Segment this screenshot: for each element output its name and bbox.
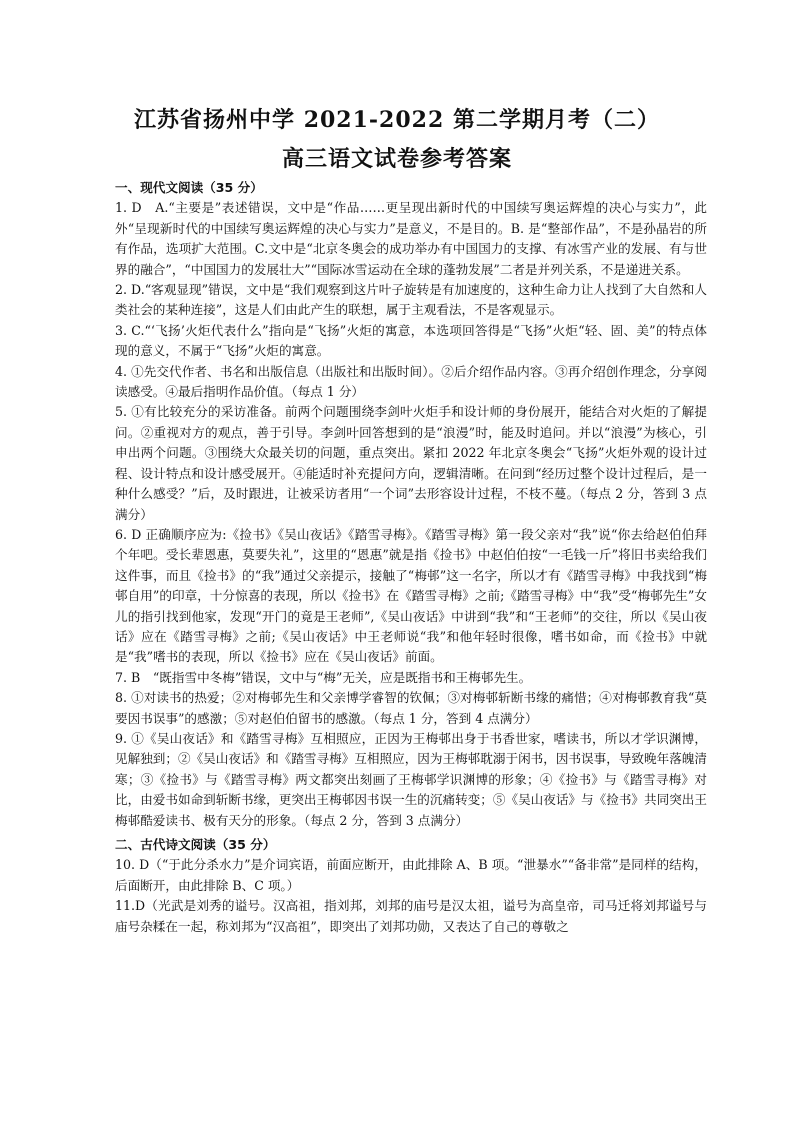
answer-item-6: 6. D 正确顺序应为:《捡书》《吴山夜话》《踏雪寻梅》。《踏雪寻梅》第一段父亲对“我”说“你去给赵伯伯拜个年吧。受长辈恩惠，莫要失礼”，这里的“恩惠”就是指《捡书》中赵伯伯按“一毛钱一斤”将旧书卖给我们这件事，而且《捡书》的“我”通过父亲提示，接触了“梅邨”这一名字，所以才有《踏雪寻梅》中我找到“梅邨自用”的印章，十分惊喜的表现，所以《捡书》在《踏雪寻梅》之前;《踏雪寻梅》中“我”受“梅邨先生”女儿的指引找到他家，发现“开门的竟是王老师”,《吴山夜话》中讲到“我”和“王老师”的交往，所以《吴山夜话》应在《踏雪寻梅》之前;《吴山夜话》中王老师说“我”和他年轻时很像，嗜书如命，而《捡书》中就是“我”嗜书的表现，所以《捡书》应在《吴山夜话》前面。 [115,526,707,665]
answer-item-5: 5. ①有比较充分的采访准备。前两个问题围绕李剑叶火炬手和设计师的身份展开，能结合对火炬的了解提问。②重视对方的观点，善于引导。李剑叶回答想到的是“浪漫”时，能及时追问。并以“浪漫”为核心，引申出两个问题。③围绕大众最关切的问题，重点突出。紧扣 2022 年北京冬奥会“飞扬”火炬外观的设计过程、设计特点和设计感受展开。④能适时补充提问方向，逻辑清晰。在问到“经历过整个设计过程后，是一种什么感受？”后，及时跟进，让被采访者用“一个词”去形容设计过程，不枝不蔓。（每点 2 分，答到 3 点满分） [115,404,707,522]
answer-content [115,178,707,937]
answer-item-4: 4. ①先交代作者、书名和出版信息（出版社和出版时间）。②后介绍作品内容。③再介绍创作理念，分享阅读感受。④最后指明作品价值。（每点 1 分） [115,363,707,400]
document-subtitle: 高三语文试卷参考答案 [281,146,512,172]
answer-item-11: 11.D（光武是刘秀的谥号。汉高祖，指刘邦，刘邦的庙号是汉太祖，谥号为高皇帝，司马迁将刘邦谥号与庙号杂糅在一起，称刘邦为“汉高祖”，即突出了刘邦功勋，又表达了自己的尊敬之 [115,898,707,934]
section-heading-modern-reading: 一、现代文阅读（35 分） [115,180,263,195]
answer-item-2: 2. D.“客观显现”错误，文中是“我们观察到这片叶子旋转是有加速度的，这种生命力让人找到了大自然和人类社会的某种连接”，这是人们由此产生的联想，属于主观看法，不是客观显示。 [115,282,707,318]
answer-item-3: 3. C.“‘飞扬’火炬代表什么”指向是“飞扬”火炬的寓意，本选项回答得是“飞扬”火炬“轻、固、美”的特点体现的意义，不属于“飞扬”火炬的寓意。 [115,322,707,359]
answer-item-10: 10. D（“于此分杀水力”是介词宾语，前面应断开，由此排除 A、B 项。“泄暴水”“备非常”是同样的结构，后面断开，由此排除 B、C 项。） [115,857,707,893]
answer-item-1: 1. D A.“主要是”表述错误，文中是“作品……更呈现出新时代的中国续写奥运辉煌的决心与实力”，此外“呈现新时代的中国续写奥运辉煌的决心与实力”是意义，不是目的。B. 是“整部作品”，不是孙晶岩的所有作品，选项扩大范围。C.文中是“北京冬奥会的成功举办有中国国力的支撑、有冰雪产业的发展、有与世界的融合”，“中国国力的发展壮大”“国际冰雪运动在全球的蓬勃发展”二者是并列关系，不是递进关系。 [115,200,707,277]
section-heading-classical-reading: 二、古代诗文阅读（35 分） [115,837,276,852]
answer-item-8: 8. ①对读书的热爱；②对梅邨先生和父亲博学睿智的钦佩；③对梅邨斩断书缘的痛惜；④对梅邨教育我“莫要因书误事”的感激；⑤对赵伯伯留书的感激。（每点 1 分，答到 4 点满分） [115,690,707,726]
answer-item-9: 9. ①《吴山夜话》和《踏雪寻梅》互相照应，正因为王梅邨出身于书香世家，嗜读书，所以才学识渊博，见解独到；②《吴山夜话》和《踏雪寻梅》互相照应，因为王梅邨耽溺于闲书，因书误事，导致晚年落魄清寒；③《捡书》与《踏雪寻梅》两文都突出刻画了王梅邨学识渊博的形象；④《捡书》与《踏雪寻梅》对比，由爱书如命到斩断书缘，更突出王梅邨因书误一生的沉痛转变；⑤《吴山夜话》与《捡书》共同突出王梅邨酷爱读书、极有天分的形象。（每点 2 分，答到 3 点满分） [115,730,707,828]
answer-item-7: 7. B “既指雪中冬梅”错误，文中与“梅”无关，应是既指书和王梅邨先生。 [115,669,532,685]
document-title: 江苏省扬州中学 2021-2022 第二学期月考（二） [134,107,660,133]
